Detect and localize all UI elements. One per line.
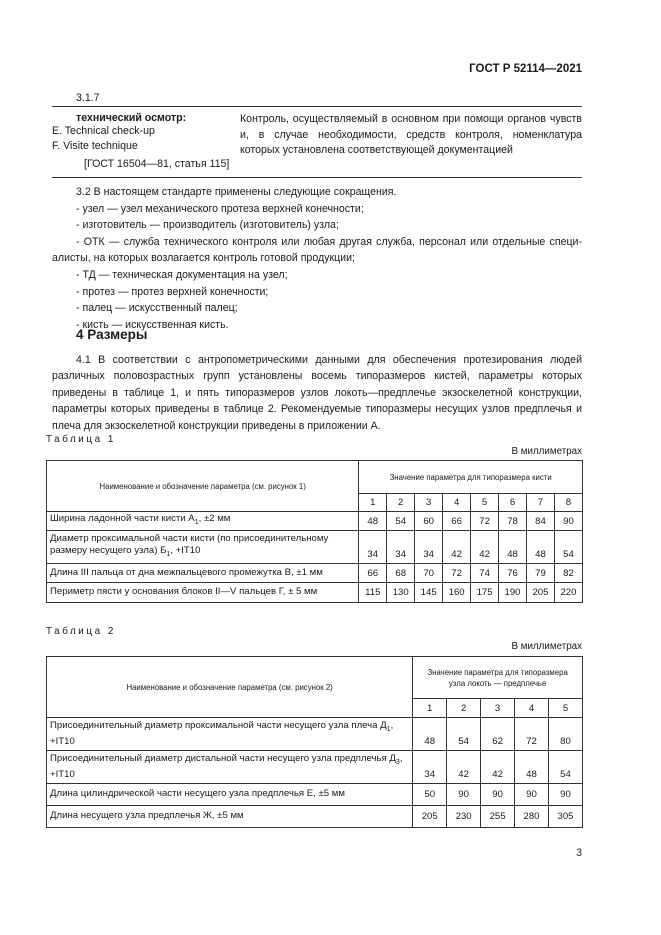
table-cell: 76 bbox=[499, 564, 527, 583]
table2 bbox=[46, 656, 583, 828]
table-cell: 62 bbox=[481, 718, 515, 751]
table1-unit: В миллиметрах bbox=[511, 446, 582, 457]
list-item: - палец — искусственный палец; bbox=[76, 302, 238, 315]
term-number: 3.1.7 bbox=[76, 92, 100, 104]
table-cell: 255 bbox=[481, 806, 515, 828]
list-item: - кисть — искусственная кисть. bbox=[76, 318, 229, 331]
param-name: Присоединительный диаметр дистальной части несущего узла предплечья $Д_3$, +IT10 bbox=[47, 751, 413, 784]
table-cell: 48 bbox=[413, 718, 447, 751]
table1-group-header: Значение параметра для типоразмера кисти bbox=[359, 461, 583, 494]
table-cell: 205 bbox=[527, 583, 555, 603]
table-cell: 60 bbox=[415, 512, 443, 531]
table-cell: 54 bbox=[447, 718, 481, 751]
table-cell: 280 bbox=[515, 806, 549, 828]
size-header: 8 bbox=[554, 494, 582, 512]
table-cell: 230 bbox=[447, 806, 481, 828]
size-header: 5 bbox=[471, 494, 499, 512]
table-row bbox=[47, 751, 583, 784]
term-russian: технический осмотр: bbox=[76, 112, 187, 124]
table-row bbox=[47, 806, 583, 828]
table-cell: 145 bbox=[415, 583, 443, 603]
section-paragraph bbox=[52, 352, 582, 434]
size-header: 1 bbox=[359, 494, 387, 512]
param-name: Диаметр проксимальной части кисти (по присоединительному размеру несущего узла) $Б_1$, +IT10 bbox=[47, 531, 359, 564]
size-header: 6 bbox=[499, 494, 527, 512]
table-row bbox=[47, 718, 583, 751]
size-header: 2 bbox=[447, 699, 481, 718]
list-item: - изготовитель — производитель (изготовитель) узла; bbox=[76, 219, 339, 232]
table-cell: 34 bbox=[387, 531, 415, 564]
document-id: ГОСТ Р 52114—2021 bbox=[469, 63, 582, 75]
table-cell: 70 bbox=[415, 564, 443, 583]
table2-group-header: Значение параметра для типоразмера узла локоть — предплечье bbox=[413, 657, 583, 699]
table-cell: 90 bbox=[481, 784, 515, 806]
term-source: [ГОСТ 16504—81, статья 115] bbox=[84, 158, 230, 170]
table-cell: 74 bbox=[471, 564, 499, 583]
table-cell: 48 bbox=[527, 531, 555, 564]
size-header: 4 bbox=[515, 699, 549, 718]
param-name: Длина несущего узла предплечья Ж, ±5 мм bbox=[47, 806, 413, 828]
table-row bbox=[47, 784, 583, 806]
term-french: F. Visite technique bbox=[52, 140, 138, 152]
table-cell: 66 bbox=[359, 564, 387, 583]
size-header: 3 bbox=[481, 699, 515, 718]
page-number: 3 bbox=[576, 847, 582, 859]
table1 bbox=[46, 460, 583, 603]
table-cell: 130 bbox=[387, 583, 415, 603]
table-cell: 115 bbox=[359, 583, 387, 603]
list-item: - ТД — техническая документация на узел; bbox=[76, 268, 288, 281]
table-cell: 205 bbox=[413, 806, 447, 828]
table-cell: 50 bbox=[413, 784, 447, 806]
table-cell: 66 bbox=[443, 512, 471, 531]
table-row bbox=[47, 531, 583, 564]
abbreviation-intro: 3.2 В настоящем стандарте применены следующие сокращения. bbox=[76, 186, 397, 198]
table-cell: 48 bbox=[359, 512, 387, 531]
abbreviation-list bbox=[52, 184, 582, 333]
size-header: 2 bbox=[387, 494, 415, 512]
param-name: Длина цилиндрической части несущего узла предплечья Е, ±5 мм bbox=[47, 784, 413, 806]
size-header: 7 bbox=[527, 494, 555, 512]
param-name: Присоединительный диаметр проксимальной части несущего узла плеча $Д_1$, +IT10 bbox=[47, 718, 413, 751]
table1-name-header: Наименование и обозначение параметра (см. рисунок 1) bbox=[47, 461, 359, 512]
table1-caption: Таблица 1 bbox=[46, 434, 116, 445]
table-cell: 34 bbox=[359, 531, 387, 564]
table-row bbox=[47, 564, 583, 583]
table-cell: 82 bbox=[554, 564, 582, 583]
param-name: Периметр пясти у основания блоков II—V пальцев Г, ± 5 мм bbox=[47, 583, 359, 603]
table-cell: 220 bbox=[554, 583, 582, 603]
table-cell: 68 bbox=[387, 564, 415, 583]
table-cell: 54 bbox=[548, 751, 582, 784]
term-english: E. Technical check-up bbox=[52, 125, 155, 137]
list-item: - ОТК — служба технического контроля или любая другая служба, персонал или отдельные специ- bbox=[76, 235, 582, 248]
list-item: - узел — узел механического протеза верхней конечности; bbox=[76, 202, 364, 215]
table2-name-header: Наименование и обозначение параметра (см. рисунок 2) bbox=[47, 657, 413, 718]
table-cell: 78 bbox=[499, 512, 527, 531]
table2-unit: В миллиметрах bbox=[511, 641, 582, 652]
size-header: 4 bbox=[443, 494, 471, 512]
param-name: Ширина ладонной части кисти $А_1$, ±2 мм bbox=[47, 512, 359, 531]
table-cell: 80 bbox=[548, 718, 582, 751]
table-row bbox=[47, 583, 583, 603]
table-cell: 72 bbox=[515, 718, 549, 751]
table-cell: 34 bbox=[413, 751, 447, 784]
list-item: алисты, на которых возлагается контроль готовой продукции; bbox=[52, 252, 355, 265]
table-cell: 54 bbox=[387, 512, 415, 531]
table-cell: 72 bbox=[443, 564, 471, 583]
table-cell: 90 bbox=[554, 512, 582, 531]
table-cell: 160 bbox=[443, 583, 471, 603]
table-cell: 90 bbox=[548, 784, 582, 806]
section-title: 4 Размеры bbox=[76, 327, 148, 342]
table-cell: 305 bbox=[548, 806, 582, 828]
paragraph-text: 4.1 В соответствии с антропометрическими данными для обеспечения протезирования людей различных половозрастных групп установлены восемь типоразмеров кистей, параметры которых приведены в таблице 1, и пять типоразмеров узлов локоть—предплечье экзоскелетной конструкции, параметры которых приведены в таблице 2. Рекомендуемые типоразмеры несущих узлов предплечья и плеча для экзоскелетной конструкции приведены в приложении А. bbox=[52, 354, 582, 432]
table-cell: 190 bbox=[499, 583, 527, 603]
table-cell: 54 bbox=[554, 531, 582, 564]
table2-caption: Таблица 2 bbox=[46, 626, 116, 637]
table-cell: 90 bbox=[447, 784, 481, 806]
table-cell: 48 bbox=[515, 751, 549, 784]
list-item: - протез — протез верхней конечности; bbox=[76, 285, 269, 298]
table-cell: 42 bbox=[443, 531, 471, 564]
table-cell: 79 bbox=[527, 564, 555, 583]
table-cell: 42 bbox=[481, 751, 515, 784]
size-header: 5 bbox=[548, 699, 582, 718]
table-cell: 42 bbox=[471, 531, 499, 564]
table-cell: 84 bbox=[527, 512, 555, 531]
table-row bbox=[47, 512, 583, 531]
table-cell: 72 bbox=[471, 512, 499, 531]
term-definition: Контроль, осуществляемый в основном при помощи органов чувств и, в случае необходимости, средств контроля, номенклатура которых установлена соответствующей документацией bbox=[240, 113, 582, 156]
table-cell: 48 bbox=[499, 531, 527, 564]
param-name: Длина III пальца от дна межпальцевого промежутка В, ±1 мм bbox=[47, 564, 359, 583]
table-cell: 175 bbox=[471, 583, 499, 603]
table-cell: 34 bbox=[415, 531, 443, 564]
size-header: 1 bbox=[413, 699, 447, 718]
table-cell: 42 bbox=[447, 751, 481, 784]
table-cell: 90 bbox=[515, 784, 549, 806]
size-header: 3 bbox=[415, 494, 443, 512]
